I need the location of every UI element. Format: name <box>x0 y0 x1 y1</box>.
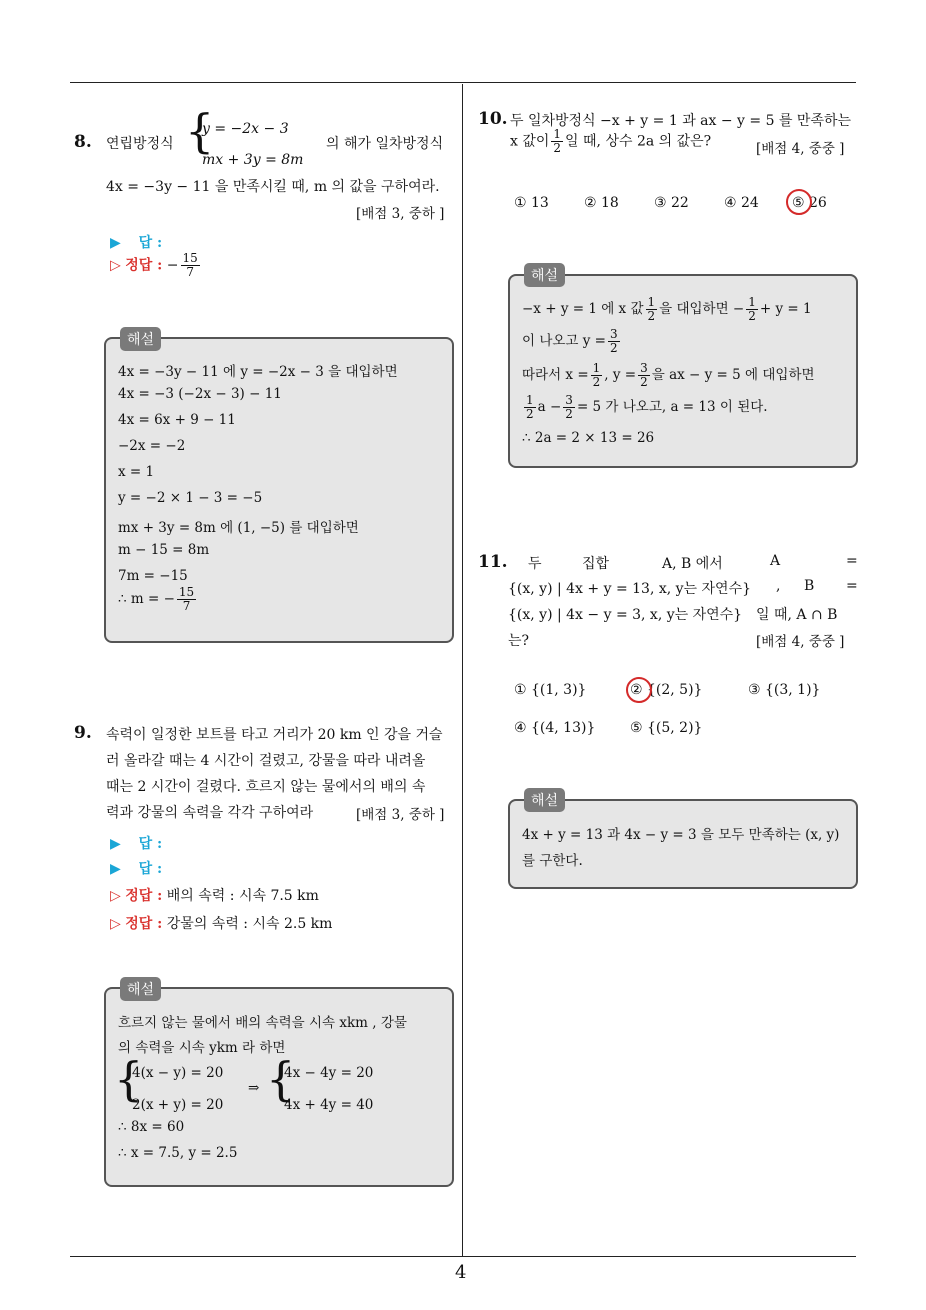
solution-line: ∴ x = 7.5, y = 2.5 <box>118 1145 238 1161</box>
set-b-def: {(x, y) | 4x − y = 3, x, y는 자연수} <box>508 607 743 623</box>
column-divider <box>462 84 463 1256</box>
answer-row <box>110 858 162 878</box>
system-eq: 4x + 4y = 40 <box>284 1097 374 1113</box>
choice-1[interactable]: ① 13 <box>514 195 549 211</box>
solution-tag: 해설 <box>120 327 161 351</box>
outline-play-icon: ▷ <box>110 257 121 274</box>
solution-tag: 해설 <box>524 263 565 287</box>
question-line-2: 4x = −3y − 11 을 만족시킬 때, m 의 값을 구하여라. <box>106 179 440 195</box>
question-number: 11. <box>478 552 508 572</box>
solution-line: 를 구한다. <box>522 853 583 869</box>
solution-line: ∴ 8x = 60 <box>118 1119 185 1135</box>
question-word: A <box>770 553 781 569</box>
play-icon: ▶ <box>110 836 121 852</box>
question-lead: 연립방정식 <box>106 136 174 152</box>
system-brace: { <box>185 104 215 158</box>
system-eq: 4(x − y) = 20 <box>132 1065 224 1081</box>
solution-line: 이 나오고 y = $\frac{3}{2}$ <box>522 327 618 355</box>
solution-line: mx + 3y = 8m 에 (1, −5) 를 대입하면 <box>118 520 359 536</box>
choice-5[interactable]: ⑤ 26 <box>792 195 827 211</box>
outline-play-icon: ▷ <box>110 916 121 932</box>
solution-tag: 해설 <box>120 977 161 1001</box>
play-icon: ▶ <box>110 861 121 877</box>
system-brace: { <box>266 1052 296 1106</box>
correct-fraction: $\frac{15}{7}$ <box>182 251 198 279</box>
correct-label: 정답 : <box>125 257 163 274</box>
question-number: 9. <box>74 723 92 743</box>
top-rule <box>70 82 856 83</box>
choice-5[interactable]: ⑤ {(5, 2)} <box>630 720 703 736</box>
choice-2[interactable]: ② 18 <box>584 195 619 211</box>
choice-3[interactable]: ③ 22 <box>654 195 689 211</box>
solution-box <box>508 799 858 889</box>
solution-line: 7m = −15 <box>118 568 188 584</box>
solution-line: 4x + y = 13 과 4x − y = 3 을 모두 만족하는 (x, y) <box>522 827 840 843</box>
correct-answer-row <box>110 252 202 279</box>
solution-line: ∴ 2a = 2 × 13 = 26 <box>522 430 655 446</box>
solution-line: 4x = −3 (−2x − 3) − 11 <box>118 386 282 402</box>
correct-text: 강물의 속력 : 시속 2.5 km <box>166 916 333 932</box>
implies-arrow: ⇒ <box>248 1080 260 1096</box>
system-eq-2: mx + 3y = 8m <box>202 152 304 168</box>
play-icon: ▶ <box>110 235 121 251</box>
solution-line: −x + y = 1 에 x 값 $\frac{1}{2}$ 을 대입하면 − $\frac{1}{2}$ + y = 1 <box>522 295 812 323</box>
question-word: A, B 에서 <box>662 556 723 572</box>
question-number: 8. <box>74 132 92 152</box>
question-word: 두 <box>528 556 542 572</box>
choice-4[interactable]: ④ {(4, 13)} <box>514 720 596 736</box>
solution-line: $\frac{1}{2}$ a − $\frac{3}{2}$ = 5 가 나오고, a = 13 이 된다. <box>526 393 768 421</box>
solution-fraction: $\frac{15}{7}$ <box>178 585 195 613</box>
question-line: 속력이 일정한 보트를 타고 거리가 20 km 인 강을 거슬 <box>106 727 443 743</box>
fraction: $\frac{1}{2}$ <box>553 127 562 155</box>
solution-line: 4x = −3y − 11 에 y = −2x − 3 을 대입하면 <box>118 364 398 380</box>
choice-4[interactable]: ④ 24 <box>724 195 759 211</box>
answer-row <box>110 232 162 252</box>
solution-line: −2x = −2 <box>118 438 186 454</box>
question-line-2: x 값이 $\frac{1}{2}$ 일 때, 상수 2a 의 값은? <box>510 127 712 155</box>
question-word: = <box>846 578 858 594</box>
question-tail: 의 해가 일차방정식 <box>326 136 444 152</box>
question-meta: [배점 3, 중하 ] <box>356 206 445 222</box>
solution-line: y = −2 × 1 − 3 = −5 <box>118 490 263 506</box>
solution-tag: 해설 <box>524 788 565 812</box>
answer-label: 답 : <box>138 836 163 852</box>
solution-line: 흐르지 않는 물에서 배의 속력을 시속 xkm , 강물 <box>118 1015 407 1031</box>
correct-label: 정답 : <box>125 916 163 932</box>
solution-line: x = 1 <box>118 464 155 480</box>
question-meta: [배점 4, 중중 ] <box>756 141 845 157</box>
correct-sign: − <box>166 257 179 274</box>
question-line: 력과 강물의 속력을 각각 구하여라 <box>106 805 314 821</box>
bottom-rule <box>70 1256 856 1257</box>
selected-mark-circle <box>626 677 652 703</box>
choice-3[interactable]: ③ {(3, 1)} <box>748 682 821 698</box>
selected-mark-circle <box>786 189 812 215</box>
question-line: 때는 2 시간이 걸렸다. 흐르지 않는 물에서의 배의 속 <box>106 779 426 795</box>
question-line: 러 올라갈 때는 4 시간이 걸렸고, 강물을 따라 내려올 <box>106 753 426 769</box>
question-meta: [배점 3, 중하 ] <box>356 807 445 823</box>
correct-text: 배의 속력 : 시속 7.5 km <box>166 888 319 904</box>
answer-row <box>110 833 162 853</box>
page-number: 4 <box>455 1262 467 1283</box>
system-eq: 2(x + y) = 20 <box>132 1097 224 1113</box>
question-meta: [배점 4, 중중 ] <box>756 634 845 650</box>
question-word: 집합 <box>582 556 610 572</box>
choice-1[interactable]: ① {(1, 3)} <box>514 682 587 698</box>
choice-2[interactable]: ② {(2, 5)} <box>630 682 703 698</box>
system-eq: 4x − 4y = 20 <box>284 1065 374 1081</box>
solution-line: 의 속력을 시속 ykm 라 하면 <box>118 1040 286 1056</box>
correct-answer-row <box>110 885 319 905</box>
system-eq-1: y = −2x − 3 <box>202 121 289 137</box>
solution-final-line: ∴ m = − $\frac{15}{7}$ <box>118 585 195 613</box>
outline-play-icon: ▷ <box>110 888 121 904</box>
question-word: 일 때, A ∩ B <box>756 607 838 623</box>
correct-answer-row <box>110 913 332 933</box>
question-word: B <box>804 578 815 594</box>
solution-line: 따라서 x = $\frac{1}{2}$ , y = $\frac{3}{2}$ 을 ax − y = 5 에 대입하면 <box>522 361 815 389</box>
solution-line: 4x = 6x + 9 − 11 <box>118 412 236 428</box>
correct-label: 정답 : <box>125 888 163 904</box>
question-line: 는? <box>508 633 530 649</box>
question-word: = <box>846 553 858 569</box>
system-brace: { <box>114 1052 144 1106</box>
answer-label: 답 : <box>138 861 163 877</box>
question-word: , <box>776 578 781 594</box>
question-line-1: 두 일차방정식 −x + y = 1 과 ax − y = 5 를 만족하는 <box>510 113 852 129</box>
answer-label: 답 : <box>138 235 163 251</box>
set-a-def: {(x, y) | 4x + y = 13, x, y는 자연수} <box>508 581 752 597</box>
question-number: 10. <box>478 109 508 129</box>
solution-line: m − 15 = 8m <box>118 542 210 558</box>
